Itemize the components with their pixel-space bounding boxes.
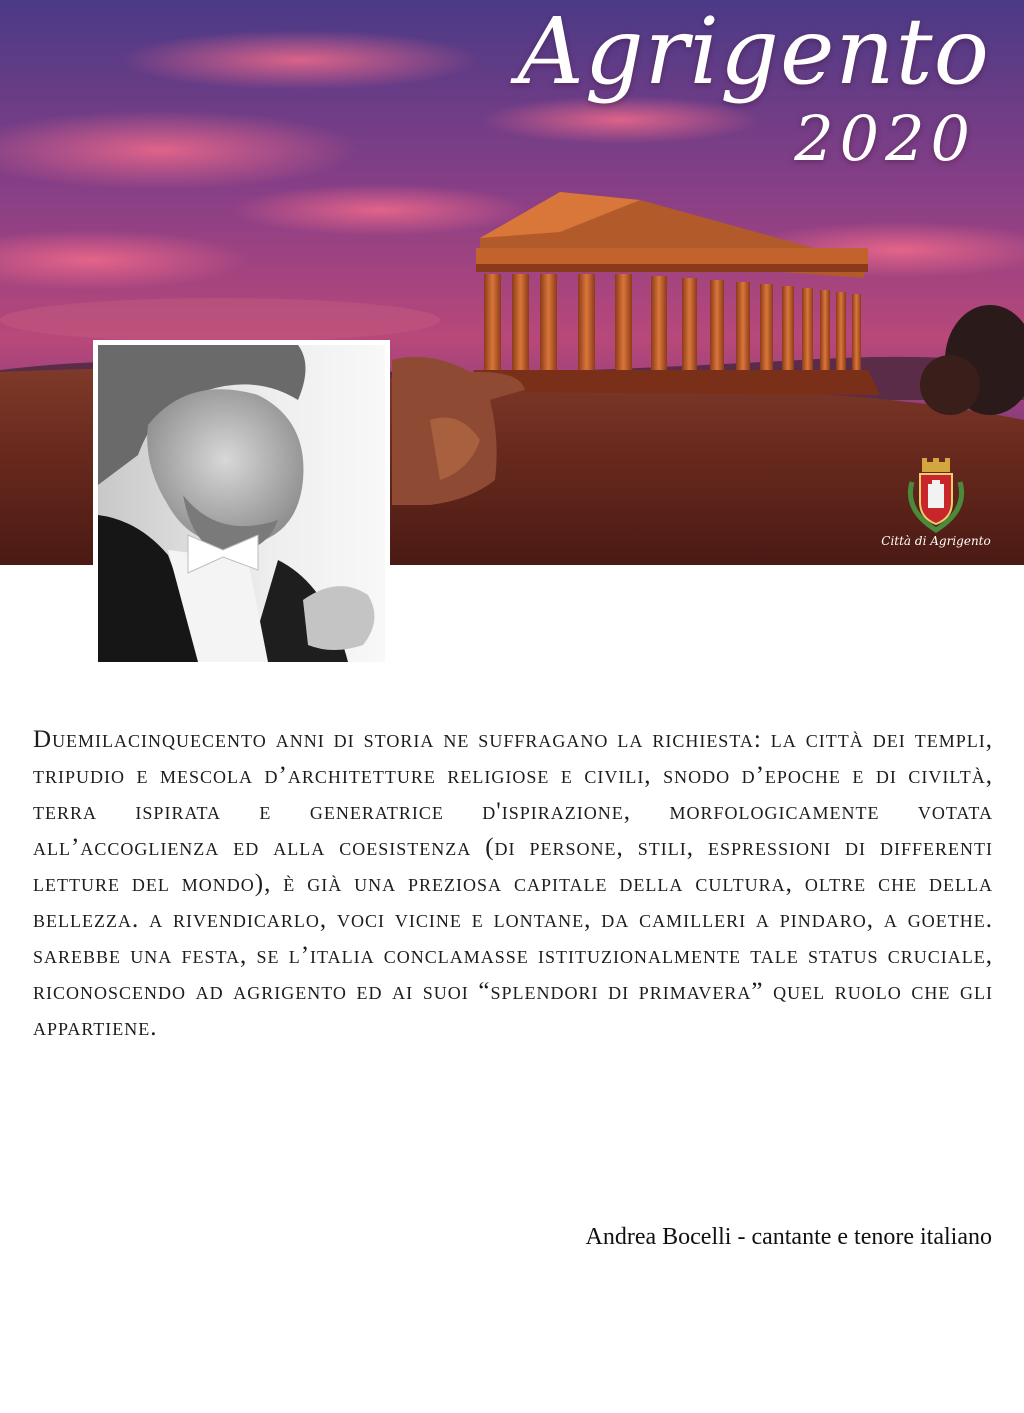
event-branding <box>517 0 1004 190</box>
portrait-photo <box>93 340 390 667</box>
city-crest-icon <box>866 458 1006 534</box>
crest-caption: Città di Agrigento <box>881 534 991 548</box>
city-crest <box>866 458 1006 558</box>
quote-paragraph: Duemilacinquecento anni di storia ne suffragano la richiesta: la città dei templi, tripudio e mescola d’architetture religiose e civili, snodo d’epoche e di civiltà, terra ispirata e generatrice d'ispirazione, morfologicamente votata all’accoglienza ed alla coesistenza (di persone, stili, espressioni di differenti letture del mondo), è già una preziosa capitale della cultura, oltre che della bellezza. a rivendicarlo, voci vicine e lontane, da camilleri a pindaro, a goethe. sarebbe una festa, se l’italia conclamasse istituzionalmente tale status cruciale, riconoscendo ad agrigento ed ai suoi “splendori di primavera” quel ruolo che gli appartiene. <box>33 726 993 1041</box>
brand-title: Agrigento <box>517 0 990 105</box>
brand-year: 2020 <box>794 102 976 175</box>
quote-attribution: Andrea Bocelli - cantante e tenore italiano <box>585 1224 992 1250</box>
portrait-image <box>98 345 385 662</box>
